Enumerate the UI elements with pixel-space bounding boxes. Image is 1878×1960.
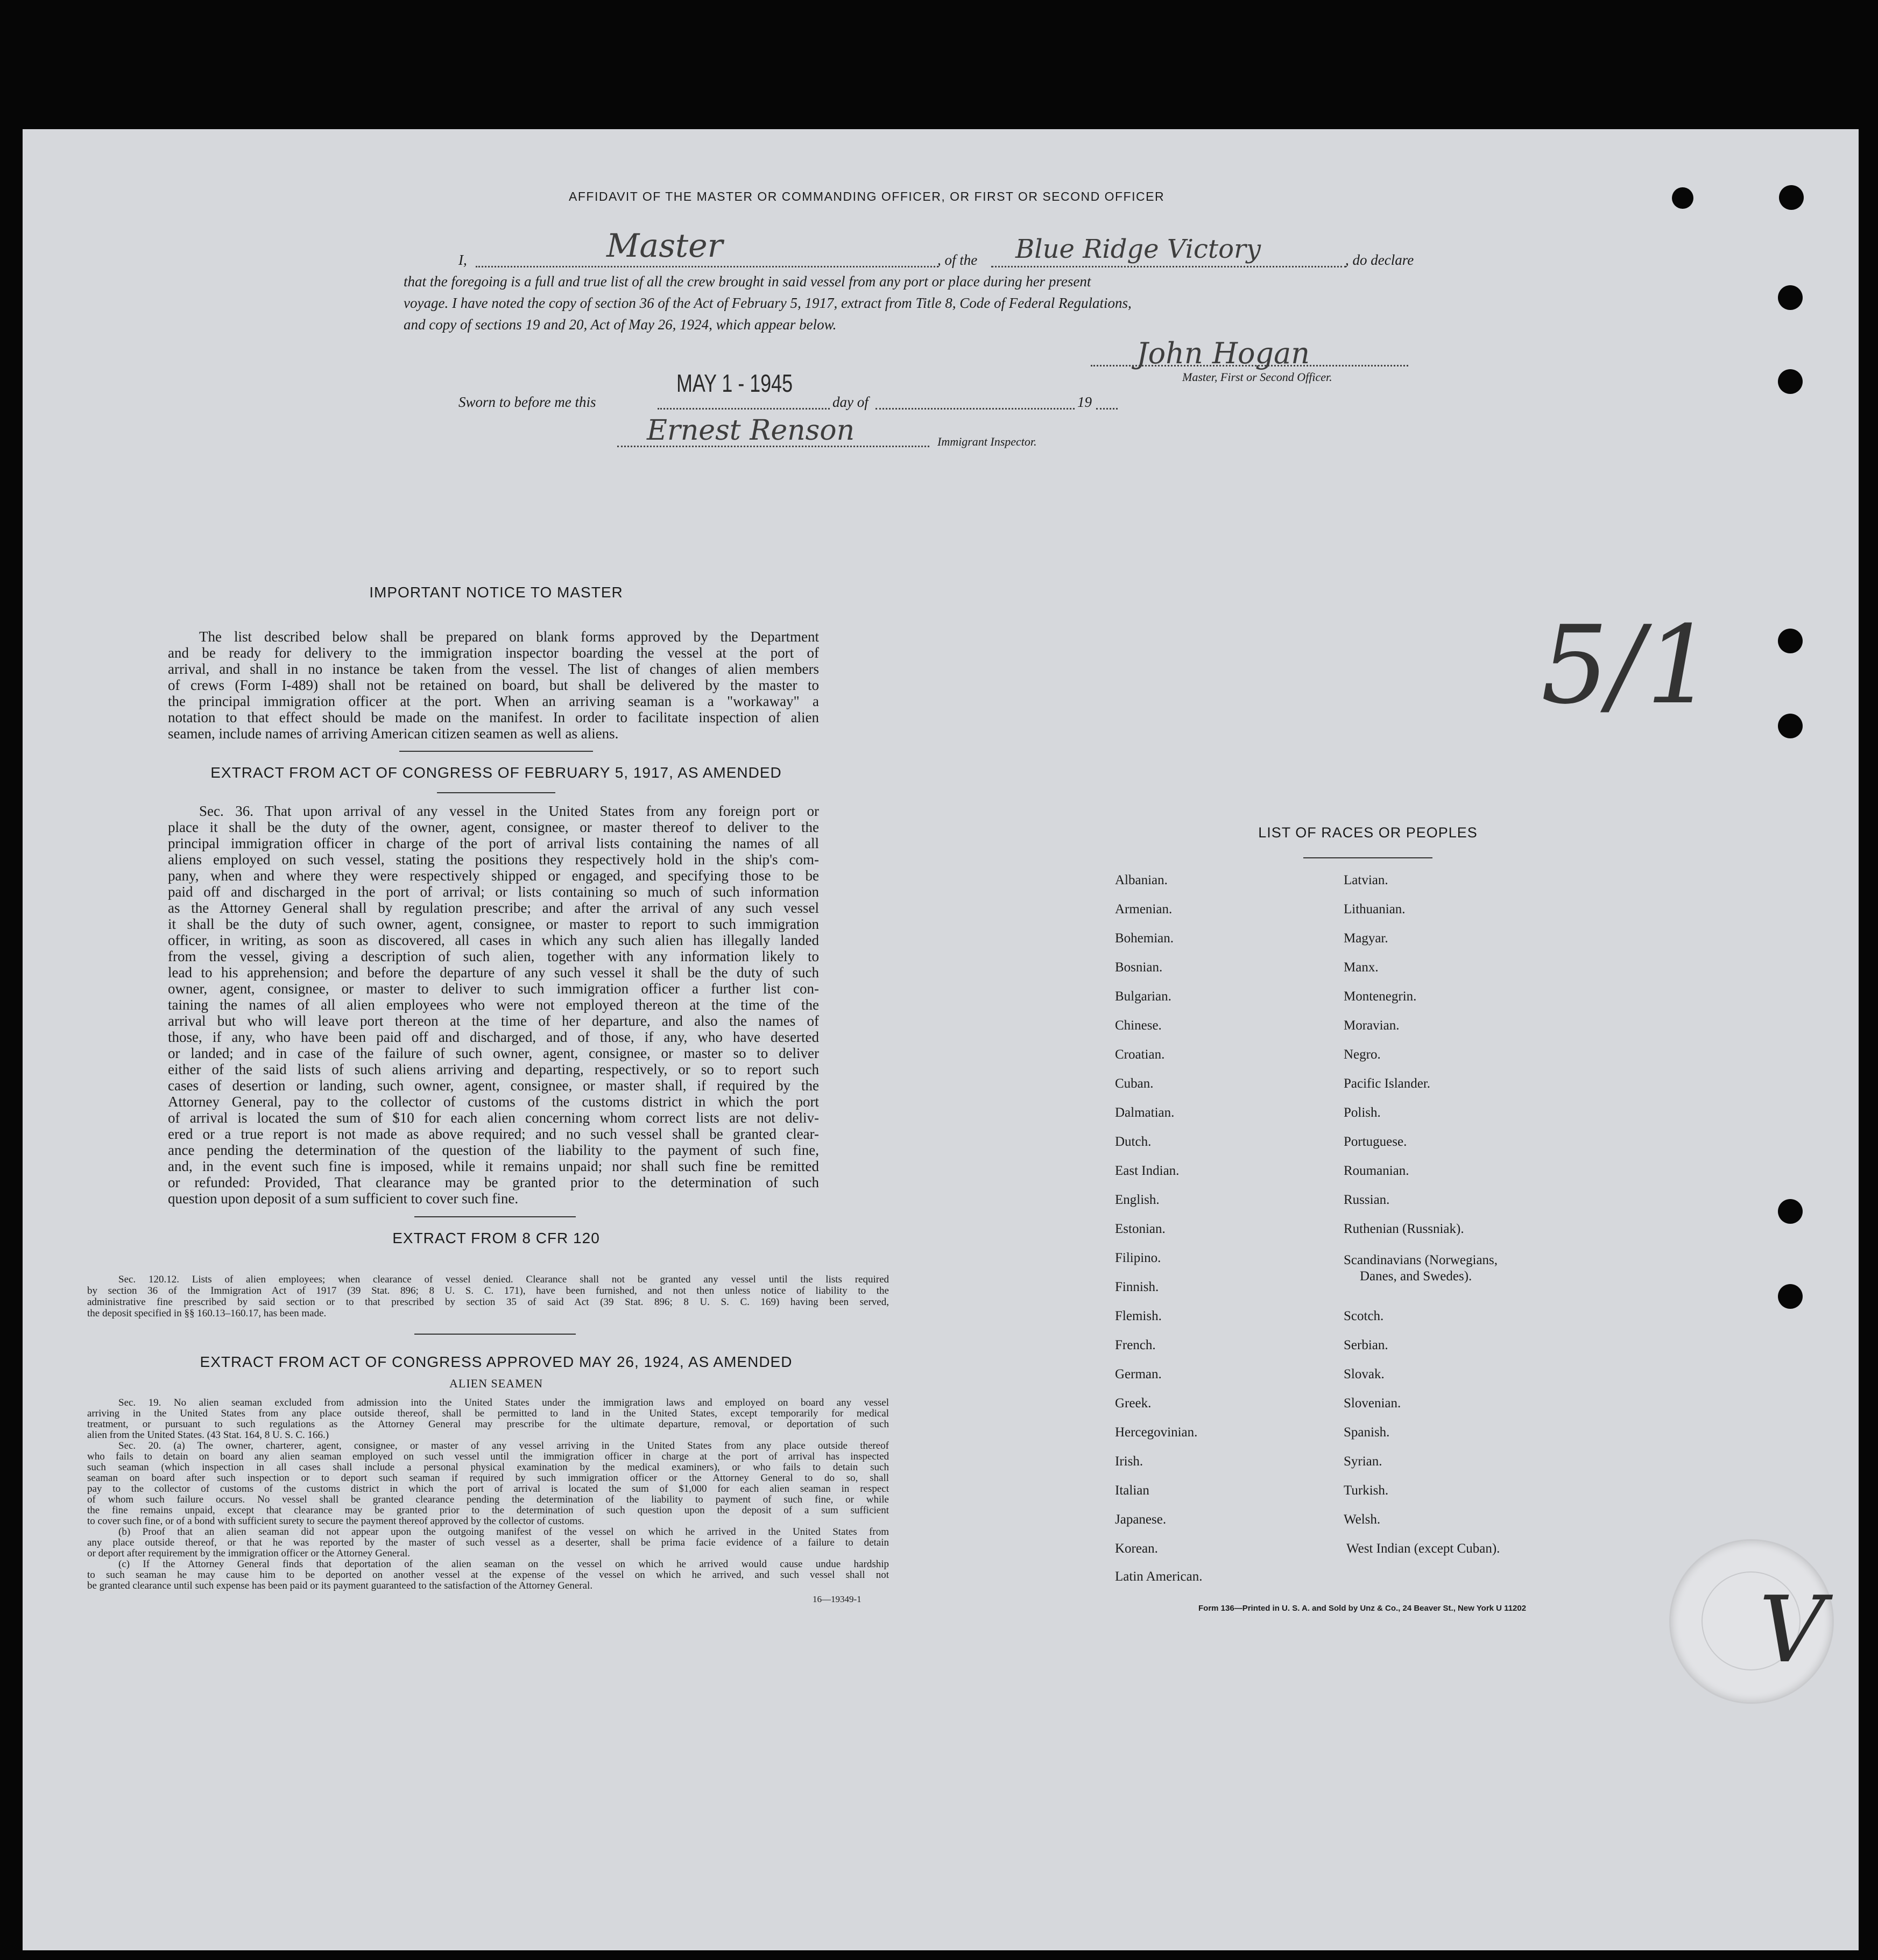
- sworn-year: 19: [1077, 394, 1092, 410]
- race-item: Turkish.: [1344, 1483, 1389, 1498]
- extract-1917-line: Sec. 36. That upon arrival of any vessel in the United States from any foreign port or: [199, 803, 819, 819]
- race-item: Estonian.: [1115, 1222, 1166, 1236]
- race-item: Dalmatian.: [1115, 1105, 1175, 1120]
- race-item: Albanian.: [1115, 873, 1168, 887]
- race-item: Italian: [1115, 1483, 1149, 1498]
- race-item: Filipino.: [1115, 1251, 1161, 1265]
- affidavit-of-the: , of the: [937, 252, 978, 268]
- race-item: Finnish.: [1115, 1280, 1159, 1294]
- race-item: Bohemian.: [1115, 931, 1174, 946]
- officer-caption: Master, First or Second Officer.: [1182, 370, 1332, 384]
- notice-line: seamen, include names of arriving American citizen seamen as well as aliens.: [168, 725, 619, 742]
- race-item: Moravian.: [1344, 1018, 1400, 1033]
- race-item: Dutch.: [1115, 1134, 1152, 1149]
- race-item: German.: [1115, 1367, 1162, 1381]
- extract-1924-line: be granted clearance until such expense has been paid or its payment guaranteed to the satisfaction of the Attorney General.: [87, 1580, 593, 1591]
- extract-1924-subtitle: ALIEN SEAMEN: [449, 1377, 543, 1390]
- cfr-title: EXTRACT FROM 8 CFR 120: [392, 1230, 600, 1246]
- extract-1924-line: to such seaman he may cause him to be deported on another vessel at the expense of the vessel on which he arrived, and such vessel shall not: [87, 1569, 889, 1581]
- extract-1924-line: pay to the collector of customs of the customs district in which the port of arrival is located the sum of $1,000 for each alien seaman in respect: [87, 1483, 889, 1494]
- extract-1924-line: Sec. 19. No alien seaman excluded from admission into the United States under the immigration laws and employed on board any vessel: [118, 1397, 889, 1408]
- punch-hole: [1778, 369, 1803, 394]
- divider: [1303, 857, 1432, 858]
- document-page: [23, 129, 1859, 1950]
- vessel-line: [991, 266, 1346, 267]
- affidavit-line-4: and copy of sections 19 and 20, Act of May 26, 1924, which appear below.: [404, 316, 837, 333]
- race-item: Slovenian.: [1344, 1396, 1401, 1411]
- punch-hole: [1778, 1199, 1803, 1224]
- race-item: Montenegrin.: [1344, 989, 1417, 1004]
- race-item: Slovak.: [1344, 1367, 1385, 1381]
- punch-hole: [1779, 185, 1804, 210]
- extract-1924-line: treatment, or pursuant to such regulations as the Attorney General may prescribe for the ultimate departure, removal, or deportation of such: [87, 1419, 889, 1430]
- punch-hole: [1672, 187, 1693, 209]
- race-item: Bulgarian.: [1115, 989, 1171, 1004]
- cfr-line: by section 36 of the Immigration Act of 1917 (39 Stat. 896; 8 U. S. C. 171), have been furnished, and not then unless notice of liability to the: [87, 1285, 889, 1296]
- extract-1917-line: lead to his apprehension; and before the departure of any such vessel it shall be the duty of such: [168, 964, 819, 981]
- extract-1917-line: of arrival is located the sum of $10 for each alien concerning whom correct lists are not deliv-: [168, 1110, 819, 1126]
- extract-1917-line: officer, in writing, as soon as discovered, all cases in which any such alien has illegally landed: [168, 932, 819, 948]
- punch-hole: [1778, 285, 1803, 310]
- extract-1917-line: either of the said lists of such aliens arriving and departing, respectively, or so to report such: [168, 1061, 819, 1077]
- check-mark: V: [1746, 1577, 1835, 1683]
- affidavit-line-3: voyage. I have noted the copy of section 36 of the Act of February 5, 1917, extract from Title 8, Code of Federal Regulations,: [404, 295, 1132, 311]
- extract-1924-line: such seaman (which inspection in all cases shall include a personal physical examination by the medical examiners), or who fails to detain such: [87, 1462, 889, 1473]
- cfr-line: administrative fine prescribed by said section or to that prescribed by section 35 of said Act (39 Stat. 896; 8 U. S. C. 169) having been served,: [87, 1296, 889, 1308]
- race-item: Cuban.: [1115, 1076, 1154, 1091]
- notice-line: and be ready for delivery to the immigration inspector boarding the vessel at the port of: [168, 645, 819, 661]
- cfr-line: Sec. 120.12. Lists of alien employees; when clearance of vessel denied. Clearance shall not be granted any vessel until the lists required: [118, 1274, 889, 1285]
- extract-1924-line: the fine remains unpaid, except that clearance may be granted prior to the determination of such question upon the deposit of a sum sufficient: [87, 1505, 889, 1516]
- race-item: East Indian.: [1115, 1164, 1180, 1178]
- race-item: Spanish.: [1344, 1425, 1390, 1440]
- date-stamp: MAY 1 - 1945: [676, 369, 793, 397]
- extract-1917-line: aliens employed on such vessel, stating the positions they respectively hold in the ship's com-: [168, 851, 819, 868]
- race-item: Croatian.: [1115, 1047, 1165, 1062]
- officer-signature: John Hogan: [1136, 336, 1310, 370]
- notice-line: arrival, and shall in no instance be taken from the vessel. The list of changes of alien members: [168, 661, 819, 677]
- affidavit-do-declare: , do declare: [1345, 252, 1414, 268]
- extract-1924-line: seaman on board after such inspection or to deport such seaman if required by such immigration officer or the Attorney General to do so, shall: [87, 1472, 889, 1484]
- extract-1917-line: as the Attorney General shall by regulation prescribe; and after the arrival of any such vessel: [168, 900, 819, 916]
- sworn-text: Sworn to before me this: [458, 394, 596, 410]
- race-item: Scandinavians (Norwegians,: [1344, 1253, 1498, 1267]
- race-item: Irish.: [1115, 1454, 1143, 1469]
- extract-1924-line: (c) If the Attorney General finds that deportation of the alien seaman on the vessel on which he arrived would cause undue hardship: [118, 1559, 889, 1570]
- race-item: Syrian.: [1344, 1454, 1382, 1469]
- master-handwriting: Master: [606, 227, 723, 265]
- extract-1917-line: ered or a true report is not made as above required; and no such vessel shall be granted clear-: [168, 1126, 819, 1142]
- inspector-caption: Immigrant Inspector.: [937, 435, 1037, 448]
- sworn-month-line: [876, 408, 1075, 410]
- extract-1917-line: or refunded: Provided, That clearance may be granted prior to the determination of such: [168, 1174, 819, 1190]
- extract-1924-line: alien from the United States. (43 Stat. 164, 8 U. S. C. 166.): [87, 1429, 329, 1441]
- sworn-year-line: [1096, 408, 1118, 410]
- notice-line: notation to that effect should be made on the manifest. In order to facilitate inspection of alien: [168, 709, 819, 725]
- punch-hole: [1778, 714, 1803, 738]
- extract-1917-line: pany, when and where they were respectively shipped or engaged, and specifying those to be: [168, 868, 819, 884]
- race-item: Ruthenian (Russniak).: [1344, 1222, 1464, 1236]
- notice-line: of crews (Form I-489) shall not be retained on board, but shall be delivered by the master to: [168, 677, 819, 693]
- race-item: Armenian.: [1115, 902, 1173, 916]
- extract-1917-line: from the vessel, giving a description of such alien, together with any information likely to: [168, 948, 819, 964]
- divider: [399, 751, 593, 752]
- extract-1924-line: of whom such failure occurs. No vessel shall be granted clearance pending the determination of the liability to payment of such fine, or while: [87, 1494, 889, 1505]
- extract-1917-line: owner, agent, consignee, or master to deliver to such immigration officer a further list con-: [168, 981, 819, 997]
- punch-hole: [1778, 1284, 1803, 1309]
- extract-1917-line: place it shall be the duty of the owner, agent, consignee, or master thereof to deliver to the: [168, 819, 819, 835]
- race-item: Polish.: [1344, 1105, 1381, 1120]
- race-item: English.: [1115, 1193, 1160, 1207]
- race-item: Magyar.: [1344, 931, 1388, 946]
- race-item: Latin American.: [1115, 1569, 1203, 1584]
- race-item: Negro.: [1344, 1047, 1381, 1062]
- race-item: Serbian.: [1344, 1338, 1388, 1352]
- race-item: French.: [1115, 1338, 1156, 1352]
- extract-1917-line: cases of desertion or landing, such owner, agent, consignee, or master shall, if required by the: [168, 1077, 819, 1094]
- race-item: Bosnian.: [1115, 960, 1163, 975]
- printer-footer: Form 136—Printed in U. S. A. and Sold by Unz & Co., 24 Beaver St., New York U 11202: [1198, 1604, 1527, 1613]
- race-item: Greek.: [1115, 1396, 1152, 1411]
- extract-1924-line: any place outside thereof, or that he was reported by the master of such vessel as a deserter, shall be prima facie evidence of a failure to detain: [87, 1537, 889, 1548]
- divider: [414, 1334, 576, 1335]
- punch-hole: [1778, 629, 1803, 653]
- notice-line: the principal immigration officer at the port. When an arriving seaman is a "workaway" a: [168, 693, 819, 709]
- race-item: Scotch.: [1344, 1309, 1384, 1323]
- race-item: Roumanian.: [1344, 1164, 1409, 1178]
- race-item: Russian.: [1344, 1193, 1390, 1207]
- affidavit-i: I,: [458, 252, 467, 268]
- race-item: Manx.: [1344, 960, 1379, 975]
- race-item: Danes, and Swedes).: [1360, 1269, 1472, 1284]
- extract-1917-line: Attorney General, pay to the collector of customs of the customs district in which the port: [168, 1094, 819, 1110]
- race-item: West Indian (except Cuban).: [1346, 1541, 1500, 1556]
- extract-1917-line: ance pending the determination of the question of the liability to the payment of such fine,: [168, 1142, 819, 1158]
- race-item: Korean.: [1115, 1541, 1158, 1556]
- race-item: Flemish.: [1115, 1309, 1162, 1323]
- race-item: Latvian.: [1344, 873, 1388, 887]
- inspector-signature: Ernest Renson: [647, 414, 855, 447]
- extract-1917-line: and, in the event such fine is imposed, while it remains unpaid; nor shall such fine be remitted: [168, 1158, 819, 1174]
- race-item: Portuguese.: [1344, 1134, 1407, 1149]
- race-item: Lithuanian.: [1344, 902, 1406, 916]
- affidavit-line-2: that the foregoing is a full and true list of all the crew brought in said vessel from any port or place during her present: [404, 273, 1091, 290]
- extract-1924-line: Sec. 20. (a) The owner, charterer, agent, consignee, or master of any vessel arriving in the United States from any place outside thereof: [118, 1440, 889, 1451]
- divider: [414, 1216, 576, 1217]
- divider: [437, 792, 555, 793]
- extract-1924-line: or deport after requirement by the immigration officer or the Attorney General.: [87, 1548, 411, 1559]
- extract-1917-line: paid off and discharged in the port of arrival; or lists containing so much of such information: [168, 884, 819, 900]
- notice-title: IMPORTANT NOTICE TO MASTER: [369, 584, 623, 601]
- sworn-day-of: day of: [832, 394, 869, 410]
- vessel-handwriting: Blue Ridge Victory: [1015, 234, 1261, 264]
- race-item: Welsh.: [1344, 1512, 1381, 1527]
- extract-1917-line: or landed; and in case of the failure of such owner, agent, consignee, or master so to deliver: [168, 1045, 819, 1061]
- form-code: 16—19349-1: [813, 1594, 862, 1604]
- race-item: Hercegovinian.: [1115, 1425, 1198, 1440]
- extract-1924-line: arriving in the United States from any place outside thereof, shall be permitted to land in the United States, except temporarily for medical: [87, 1408, 889, 1419]
- extract-1917-line: principal immigration officer in charge of the port of arrival lists containing the names of all: [168, 835, 819, 851]
- race-item: Chinese.: [1115, 1018, 1162, 1033]
- extract-1917-line: those, if any, who have been paid off and discharged, and of those, if any, who have deserted: [168, 1029, 819, 1045]
- extract-1924-line: to cover such fine, or of a bond with sufficient surety to secure the payment thereof approved by the collector of customs.: [87, 1515, 584, 1527]
- handwritten-page-number: 5/1: [1529, 603, 1725, 728]
- extract-1924-title: EXTRACT FROM ACT OF CONGRESS APPROVED MAY 26, 1924, AS AMENDED: [200, 1353, 793, 1370]
- extract-1917-title: EXTRACT FROM ACT OF CONGRESS OF FEBRUARY 5, 1917, AS AMENDED: [210, 764, 782, 781]
- races-title: LIST OF RACES OR PEOPLES: [1258, 824, 1478, 841]
- extract-1917-line: it shall be the duty of such owner, agent, consignee, or master to report to such immigration: [168, 916, 819, 932]
- extract-1917-line: question upon deposit of a sum sufficient to cover such fine.: [168, 1190, 519, 1207]
- extract-1924-line: (b) Proof that an alien seaman did not appear upon the outgoing manifest of the vessel on which he arrived in the United States from: [118, 1526, 889, 1538]
- extract-1917-line: arrival but who will leave port thereon at the time of her departure, and also the names of: [168, 1013, 819, 1029]
- race-item: Pacific Islander.: [1344, 1076, 1431, 1091]
- sworn-date-line: [658, 408, 830, 410]
- race-item: Japanese.: [1115, 1512, 1167, 1527]
- extract-1924-line: who fails to detain on board any alien seaman employed on such vessel until the immigration officer in charge at the port of arrival has inspected: [87, 1451, 889, 1462]
- affidavit-title: AFFIDAVIT OF THE MASTER OR COMMANDING OFFICER, OR FIRST OR SECOND OFFICER: [569, 189, 1165, 203]
- master-line: [476, 266, 938, 267]
- notice-line: The list described below shall be prepared on blank forms approved by the Department: [199, 629, 819, 645]
- cfr-line: the deposit specified in §§ 160.13–160.17, has been made.: [87, 1308, 327, 1319]
- extract-1917-line: taining the names of all alien employees who were not employed thereon at the time of the: [168, 997, 819, 1013]
